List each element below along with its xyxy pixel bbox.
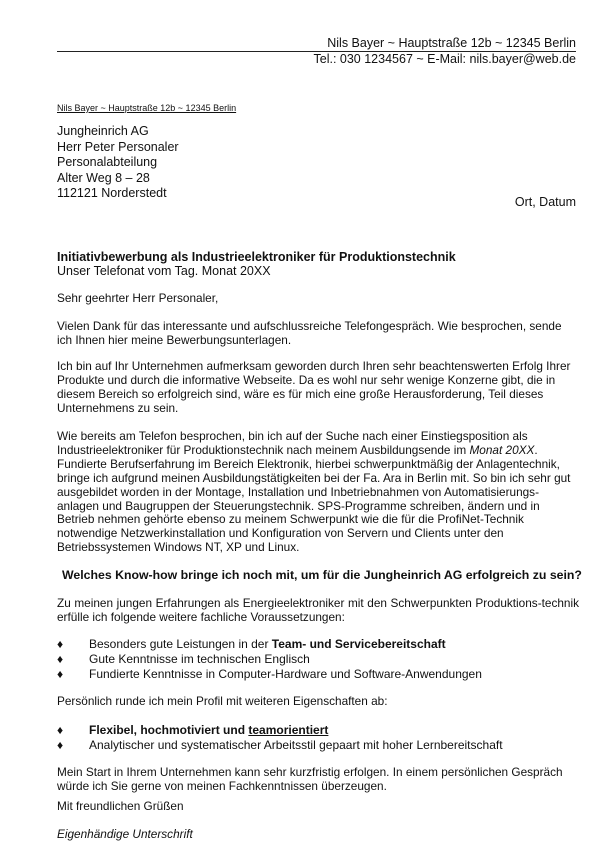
bullet-diamond-icon: ♦ xyxy=(57,652,64,666)
experience-text-end: . Fundierte Berufserfahrung im Bereich Elektronik, hierbei schwerpunktmäßig der Anlagentechnik, bringe ich aufgrund meinen Ausbildungstätigkeiten bei der Fa. Ara in Berlin mit. So bin ich sehr gut ausgebildet worden in der Montage, Installation und Inbetriebnahmen von Automatisierungs-anlagen und Baugruppen der Steuerungstechnik. SPS-Programme schreiben, ändern und in Betrieb nehmen gehörte ebenso zu meinem Schwerpunkt wie die für die ProfiNet-Technik notwendige Netzwerkinstallation und Konfiguration von Servern und Clients unter den Betriebssystemen Windows NT, XP und Linux. xyxy=(57,442,571,555)
letterhead-name-address: Nils Bayer ~ Hauptstraße 12b ~ 12345 Berlin xyxy=(327,36,576,50)
recipient-department: Personalabteilung xyxy=(57,155,158,169)
experience-text-start: Wie bereits am Telefon besprochen, bin ich auf der Suche nach einer Einstiegsposition als Industrieelektroniker für Produktionstechnik nach meinem Ausbildungsende im xyxy=(57,429,528,457)
recipient-company: Jungheinrich AG xyxy=(57,124,149,138)
bullet-diamond-icon: ♦ xyxy=(57,738,64,752)
recipient-street: Alter Weg 8 – 28 xyxy=(57,170,150,185)
paragraph-intro: Vielen Dank für das interessante und aufschlussreiche Telefongespräch. Wie besprochen, sende ich Ihnen hier meine Bewerbungsunterlagen. xyxy=(57,319,562,347)
recipient-city: 112121 Norderstedt xyxy=(57,186,167,200)
closing-phrase: Mit freundlichen Grüßen xyxy=(57,799,184,813)
list-item-text: Gute Kenntnisse im technischen Englisch xyxy=(89,652,310,666)
sender-return-line: Nils Bayer ~ Hauptstraße 12b ~ 12345 Berlin xyxy=(57,103,237,113)
list-item-underlined-text: teamorientiert xyxy=(248,723,329,737)
salutation: Sehr geehrter Herr Personaler, xyxy=(57,291,219,305)
personal-traits-list xyxy=(57,723,587,753)
list-item xyxy=(57,738,587,753)
list-item-text: Besonders gute Leistungen in der xyxy=(89,637,272,651)
subject-line: Initiativbewerbung als Industrieelektroniker für Produktionstechnik xyxy=(57,250,456,264)
subject-reference: Unser Telefonat vom Tag. Monat 20XX xyxy=(57,264,271,278)
paragraph-personal: Persönlich runde ich mein Profil mit weiteren Eigenschaften ab: xyxy=(57,694,388,708)
list-item xyxy=(57,667,587,682)
recipient-address xyxy=(57,124,179,202)
paragraph-experience xyxy=(57,430,579,555)
letterhead-contact: Tel.: 030 1234567 ~ E-Mail: nils.bayer@web.de xyxy=(313,52,576,66)
list-item xyxy=(57,723,587,738)
recipient-person: Herr Peter Personaler xyxy=(57,139,179,154)
bullet-diamond-icon: ♦ xyxy=(57,723,64,737)
list-item-text: Analytischer und systematischer Arbeitsstil gepaart mit hoher Lernbereitschaft xyxy=(89,738,503,752)
paragraph-motivation: Ich bin auf Ihr Unternehmen aufmerksam geworden durch Ihren sehr beachtenswerten Erfolg Ihrer Produkte und durch die informative Webseite. Da es wohl nur sehr wenige Konzerne gibt, die in diesem Bereich so erfolgreich sind, wäre es für mich eine große Herausforderung, Teil dieses Unternehmens zu sein. xyxy=(57,359,571,415)
place-date: Ort, Datum xyxy=(514,195,576,209)
signature-placeholder: Eigenhändige Unterschrift xyxy=(57,827,193,841)
list-item-bold-text: Flexibel, hochmotiviert und xyxy=(89,723,249,737)
list-item xyxy=(57,652,587,667)
bullet-diamond-icon: ♦ xyxy=(57,637,64,651)
list-item-bold-text: Team- und Servicebereitschaft xyxy=(271,637,446,651)
list-item xyxy=(57,637,587,652)
question-heading: Welches Know-how bringe ich noch mit, um für die Jungheinrich AG erfolgreich zu sein? xyxy=(62,568,582,582)
paragraph-closing: Mein Start in Ihrem Unternehmen kann sehr kurzfristig erfolgen. In einem persönlichen Gespräch würde ich Sie gerne von meinen Fachkenntnissen überzeugen. xyxy=(57,765,563,793)
graduation-date: Monat 20XX xyxy=(469,442,535,457)
list-item-text: Fundierte Kenntnisse in Computer-Hardware und Software-Anwendungen xyxy=(89,667,482,681)
paragraph-qualifications: Zu meinen jungen Erfahrungen als Energieelektroniker mit den Schwerpunkten Produktions-technik erfülle ich folgende weitere fachliche Voraussetzungen: xyxy=(57,596,579,624)
qualifications-list xyxy=(57,637,587,682)
bullet-diamond-icon: ♦ xyxy=(57,667,64,681)
